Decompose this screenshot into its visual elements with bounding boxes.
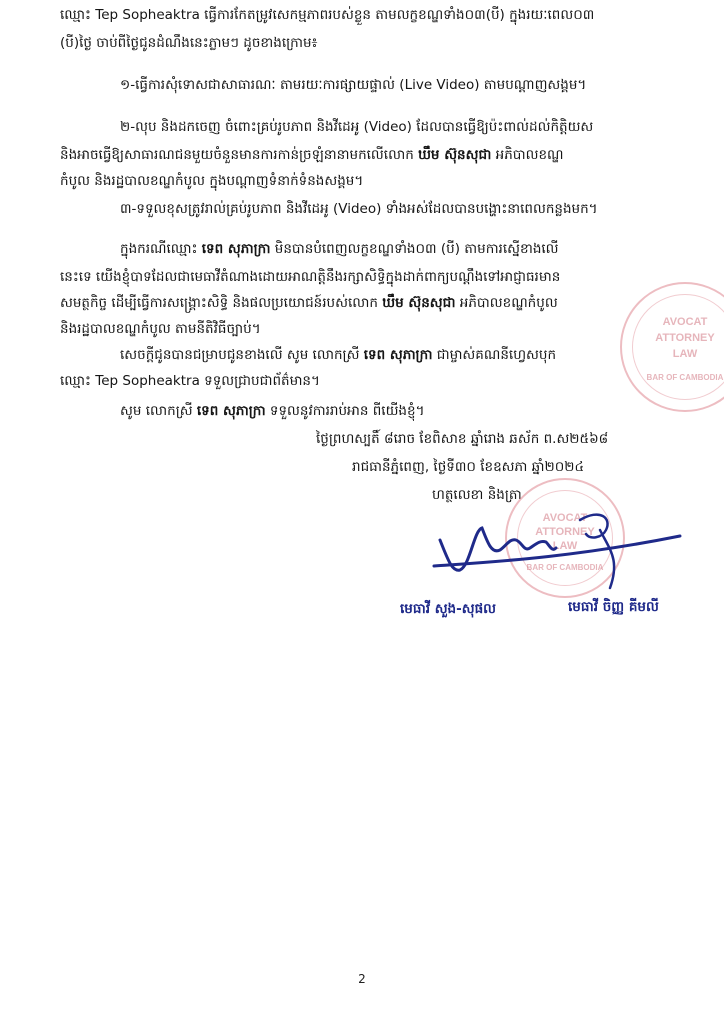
body-line-2: (បី)ថ្ងៃ ចាប់ពីថ្ងៃជូនដំណឹងនេះភ្លាមៗ ដូចខាងក្រោម៖ — [60, 35, 318, 51]
lawyer-seal-right — [620, 282, 724, 412]
text-segment: មិនបានបំពេញលក្ខខណ្ឌទាំង០៣ (បី) តាមការស្នើខាងលើ — [270, 241, 559, 257]
text-segment: សូម លោកស្រី — [120, 403, 197, 419]
seal-text: AVOCAT — [542, 512, 588, 524]
seal-text: LAW — [552, 540, 578, 552]
seal-text: ATTORNEY — [655, 332, 715, 344]
name-bold: ទេព សុភាក្រា — [363, 347, 433, 363]
text-segment: សមត្ថកិច្ច ដើម្បីធ្វើការសង្គ្រោះសិទ្ធិ និងផលប្រយោជន៍របស់លោក — [60, 295, 383, 311]
signature-caption: ហត្ថលេខា និងត្រា — [432, 487, 522, 503]
handwritten-signature — [430, 500, 690, 600]
body-line-10 — [60, 294, 558, 312]
body-line-13: ឈ្មោះ Tep Sopheaktra ទទួលជ្រាបជាព័ត៌មាន។ — [60, 373, 320, 389]
name-bold: ឃឹម ស៊ុនសុជា — [418, 147, 492, 163]
body-line-6: កំបូល និងរដ្ឋបាលខណ្ឌកំបូល ក្នុងបណ្តាញទំនាក់ទំនងសង្គម។ — [60, 173, 364, 189]
signer-right: មេធាវី ចិញ្ញ គីមលី — [568, 599, 659, 615]
body-line-11: និងរដ្ឋបាលខណ្ឌកំបូល តាមនីតិវិធីច្បាប់។ — [60, 321, 261, 337]
signer-left: មេធាវី សួង-សុផល — [400, 601, 496, 617]
text-segment: និងអាចធ្វើឱ្យសាធារណជនមួយចំនួនមានការកាន់ច្រឡំនានាមកលើលោក — [60, 147, 419, 163]
body-line-8 — [120, 240, 559, 258]
text-segment: សេចក្តីជូនបានជម្រាបជូនខាងលើ សូម លោកស្រី — [120, 347, 364, 363]
text-segment: អភិបាលខណ្ឌកំបូល — [455, 295, 558, 311]
date-solar: រាជធានីភ្នំពេញ, ថ្ងៃទី៣០ ខែឧសភា ឆ្នាំ២០២៤ — [352, 459, 585, 475]
body-line-7: ៣-ទទួលខុសត្រូវរាល់គ្រប់រូបភាព និងវីដេអូ (Video) ទាំងអស់ដែលបានបង្ហោះនាពេលកន្លងមក។ — [120, 201, 598, 217]
date-lunar: ថ្ងៃព្រហស្បតិ៍ ៨រោច ខែពិសាខ ឆ្នាំរោង ឆស័ក ព.ស២៥៦៨ — [316, 431, 609, 447]
name-bold: ឃឹម ស៊ុនសុជា — [382, 295, 456, 311]
text-segment: ក្នុងករណីឈ្មោះ — [120, 241, 202, 257]
seal-text: BAR OF CAMBODIA — [526, 563, 604, 572]
name-bold: ទេព សុភាក្រា — [196, 403, 266, 419]
text-segment: ទទួលនូវការរាប់អាន ពីយើងខ្ញុំ។ — [265, 403, 425, 419]
body-line-4: ២-លុប និងដកចេញ ចំពោះគ្រប់រូបភាព និងវីដេអូ (Video) ដែលបានធ្វើឱ្យប៉ះពាល់ដល់កិត្តិយស — [120, 119, 594, 135]
name-bold: ទេព សុភាក្រា — [201, 241, 271, 257]
body-line-3: ១-ធ្វើការសុំទោសជាសាធារណៈ តាមរយៈការផ្សាយផ្ទាល់ (Live Video) តាមបណ្តាញសង្គម។ — [120, 77, 587, 93]
body-line-5 — [60, 146, 564, 164]
seal-text: LAW — [672, 348, 698, 360]
seal-text: AVOCAT — [662, 316, 708, 328]
body-line-12 — [120, 346, 556, 364]
body-line-9: នេះទេ យើងខ្ញុំបាទដែលជាមេធាវីតំណាងដោយអាណត្តិនឹងរក្សាសិទ្ធិក្នុងដាក់ពាក្យបណ្តឹងទៅអាជ្ញាធរមាន — [60, 269, 561, 285]
seal-text: ATTORNEY — [535, 526, 595, 538]
text-segment: អភិបាលខណ្ឌ — [491, 147, 564, 163]
body-line-1: ឈ្មោះ Tep Sopheaktra ធ្វើការកែតម្រូវសេកម្មភាពរបស់ខ្លួន តាមលក្ខខណ្ឌទាំង០៣(បី) ក្នុងរយៈពេល០៣ — [60, 7, 595, 23]
seal-text: BAR OF CAMBODIA — [646, 373, 724, 382]
seal-inner-ring — [632, 294, 724, 400]
body-line-14 — [120, 402, 424, 420]
page-number: 2 — [358, 972, 366, 986]
text-segment: ជាម្ចាស់គណនីហ្វេសបុក — [432, 347, 557, 363]
